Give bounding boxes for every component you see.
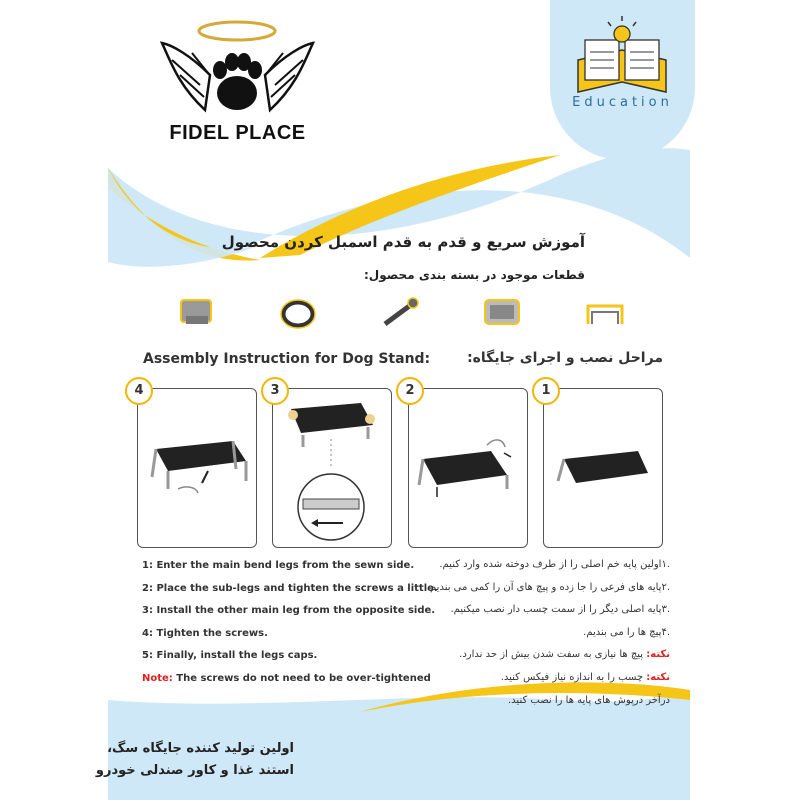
screw-ring-icon: [278, 296, 318, 330]
tray-icon: [482, 296, 522, 328]
step-4-illustration: [138, 389, 256, 547]
note-en-label: Note:: [142, 672, 173, 684]
step-1-illustration: [544, 389, 662, 547]
instruction-en-5: 5: Finally, install the legs caps.: [142, 650, 318, 661]
note-fa-2: [310, 672, 670, 695]
cap-icon: [178, 296, 216, 328]
instruction-fa-2: .۲پایه های فرعی را جا زده و پیچ های آن را کمی می بندیم.: [426, 581, 670, 593]
step-badge-4: 4: [125, 377, 153, 405]
instruction-fa-3: .۳پایه اصلی دیگر را از سمت چسب دار نصب میکنیم.: [450, 604, 670, 616]
step-box-1: [543, 388, 663, 548]
step-box-4: [137, 388, 257, 548]
screw-icon: [380, 296, 420, 330]
education-badge: [550, 0, 695, 160]
book-bulb-icon: [550, 0, 695, 160]
step-2-illustration: [409, 389, 527, 547]
note-en-text: The screws do not need to be over-tightened: [176, 672, 431, 684]
note-fa-1: [310, 649, 670, 672]
page-title-fa: آموزش سریع و قدم به قدم اسمبل کردن محصول: [221, 233, 585, 251]
footer-line-1: اولین تولید کننده جایگاه سگ،: [107, 741, 294, 756]
note-fa-1-text: پیچ ها نیازی به سفت شدن بیش از حد ندارد.: [459, 649, 644, 661]
parts-label-fa: قطعات موجود در بسته بندی محصول:: [364, 268, 585, 282]
logo-wings-paw: [160, 15, 315, 120]
instruction-en-3: 3: Install the other main leg from the opposite side.: [142, 605, 436, 616]
assembly-heading-en: Assembly Instruction for Dog Stand:: [143, 351, 431, 367]
instruction-fa-1: .۱اولین پایه خم اصلی را از طرف دوخته شده وارد کنیم.: [439, 559, 670, 570]
footer-line-2: استند غذا و کاور صندلی خودرو: [95, 763, 294, 778]
instructions-fa: [310, 559, 670, 717]
brand-name: FIDEL PLACE: [169, 122, 306, 144]
instruction-en-1: 1: Enter the main bend legs from the sewn side.: [142, 560, 415, 571]
instruction-en-4: 4: Tighten the screws.: [142, 627, 268, 639]
note-fa-1-label: نکته:: [646, 649, 670, 661]
footer-text-fa: [96, 738, 294, 782]
frame-icon: [584, 296, 626, 328]
instruction-fa-4: .۴پیچ ها را می بندیم.: [583, 626, 670, 638]
step-box-3: [272, 388, 392, 548]
step-badge-1: 1: [532, 377, 560, 405]
step-badge-3: 3: [261, 377, 289, 405]
instruction-en-2: 2: Place the sub-legs and tighten the screws a little.: [142, 582, 438, 594]
note-fa-2-text: چسب را به اندازه نیاز فیکس کنید.: [500, 671, 644, 683]
step-box-2: [408, 388, 528, 548]
assembly-heading-fa: مراحل نصب و اجرای جایگاه:: [467, 350, 663, 366]
step-3-illustration: [273, 389, 391, 547]
education-label: Education: [572, 95, 673, 110]
final-step-fa: درآخر درپوش های پایه ها را نصب کنید.: [508, 694, 670, 706]
note-fa-2-label: نکته:: [646, 671, 670, 683]
step-badge-2: 2: [396, 377, 424, 405]
